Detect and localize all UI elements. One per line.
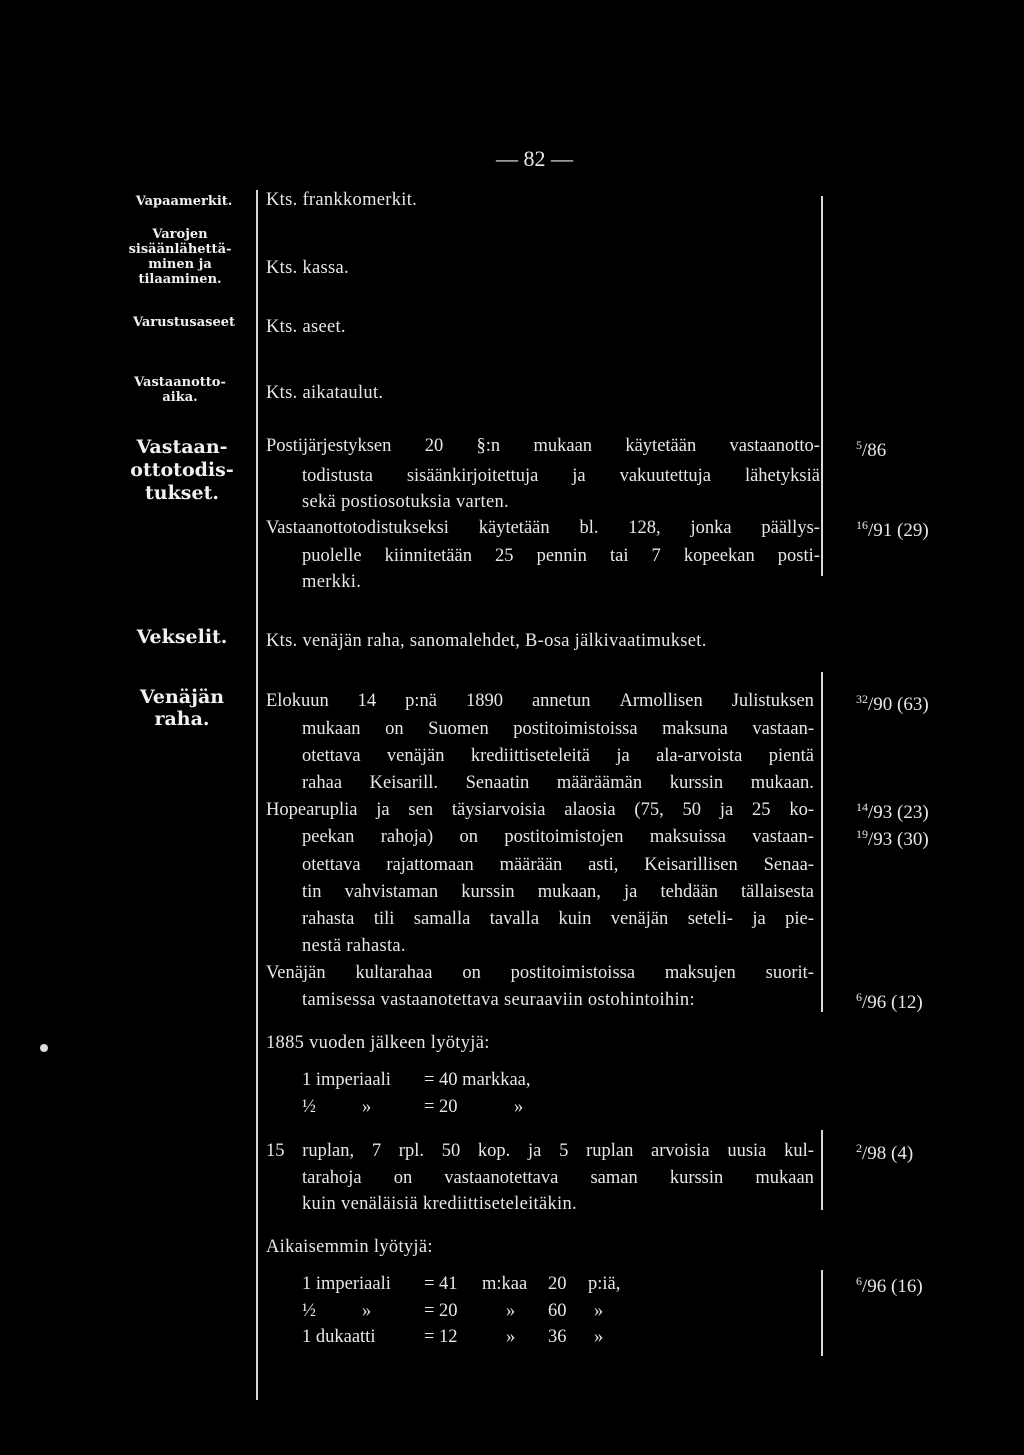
line-kassa: Kts. kassa.	[266, 258, 349, 278]
todistukset-line: Vastaanottotodistukseksi käytetään bl. 128, jonka päällys-	[266, 518, 820, 538]
right-column-rule-2	[821, 672, 823, 1012]
heading-vastaanottoaika: Vastaanotto- aika.	[134, 375, 226, 405]
ruplan-line: 15 ruplan, 7 rpl. 50 kop. ja 5 ruplan arvoisia uusia kul-	[266, 1141, 814, 1161]
raha-line: rahaa Keisarill. Senaatin määräämän kurssin mukaan.	[302, 773, 814, 793]
raha-line: nestä rahasta.	[302, 936, 406, 956]
raha-line: tin vahvistaman kurssin mukaan, ja tehdään tällaisesta	[302, 882, 814, 902]
raha-line: otettava rajattomaan määrään asti, Keisarillisen Senaa-	[302, 855, 814, 875]
reference-note: $^6$/96 (16)	[856, 1274, 923, 1297]
todistukset-line: Postijärjestyksen 20 §:n mukaan käytetään vastaanotto-	[266, 436, 820, 456]
heading-vastaanottotodistukset: Vastaan- ottotodis- tukset.	[130, 436, 234, 504]
reference-note: $^6$/96 (12)	[856, 990, 923, 1013]
line-aikaisemmin: Aikaisemmin lyötyjä:	[266, 1237, 433, 1257]
heading-vapaamerkit: Vapaamerkit.	[135, 194, 233, 209]
raha-line: Elokuun 14 p:nä 1890 annetun Armollisen Julistuksen	[266, 691, 814, 711]
heading-venajan-raha: Venäjän raha.	[139, 686, 225, 730]
ruplan-line: kuin venäläisiä krediittiseteleitäkin.	[302, 1194, 577, 1214]
right-column-rule-4	[821, 1270, 823, 1356]
right-column-rule-1	[821, 196, 823, 576]
line-aikataulut: Kts. aikataulut.	[266, 383, 384, 403]
reference-note: $^5$/86	[856, 438, 887, 461]
stray-mark	[40, 1044, 48, 1052]
todistukset-line: todistusta sisäänkirjoitettuja ja vakuutettuja lähetyksiä	[302, 466, 820, 486]
reference-note: $^{14}$/93 (23)	[856, 800, 929, 823]
raha-line: mukaan on Suomen postitoimistoissa maksuna vastaan-	[302, 719, 814, 739]
heading-varustusaseet: Varustusaseet	[132, 315, 235, 330]
line-frankkomerkit: Kts. frankkomerkit.	[266, 190, 418, 210]
reference-note: $^2$/98 (4)	[856, 1141, 914, 1164]
left-column-rule	[256, 190, 258, 1400]
page-number: — 82 —	[496, 146, 573, 171]
raha-line: peekan rahoja) on postitoimistojen maksuissa vastaan-	[302, 827, 814, 847]
todistukset-line: merkki.	[302, 572, 362, 592]
reference-note: $^{32}$/90 (63)	[856, 692, 929, 715]
reference-note: $^{16}$/91 (29)	[856, 518, 929, 541]
line-1885: 1885 vuoden jälkeen lyötyjä:	[266, 1033, 490, 1053]
line-vekselit: Kts. venäjän raha, sanomalehdet, B-osa jälkivaatimukset.	[266, 631, 707, 651]
raha-line: rahasta tili samalla tavalla kuin venäjän seteli- ja pie-	[302, 909, 814, 929]
line-aseet: Kts. aseet.	[266, 317, 346, 337]
heading-varojen: Varojen sisäänlähettä- minen ja tilaaminen.	[128, 227, 232, 287]
raha-line: Venäjän kultarahaa on postitoimistoissa maksujen suorit-	[266, 963, 814, 983]
raha-line: Hopearuplia ja sen täysiarvoisia alaosia (75, 50 ja 25 ko-	[266, 800, 814, 820]
todistukset-line: puolelle kiinnitetään 25 pennin tai 7 kopeekan posti-	[302, 546, 820, 566]
raha-line: tamisessa vastaanotettava seuraaviin ostohintoihin:	[302, 990, 695, 1010]
todistukset-line: sekä postiosotuksia varten.	[302, 492, 509, 512]
raha-line: otettava venäjän krediittiseteleitä ja ala-arvoista pientä	[302, 746, 814, 766]
reference-note: $^{19}$/93 (30)	[856, 827, 929, 850]
heading-vekselit: Vekselit.	[136, 626, 228, 648]
right-column-rule-3	[821, 1130, 823, 1210]
ruplan-line: tarahoja on vastaanotettava saman kurssin mukaan	[302, 1168, 814, 1188]
